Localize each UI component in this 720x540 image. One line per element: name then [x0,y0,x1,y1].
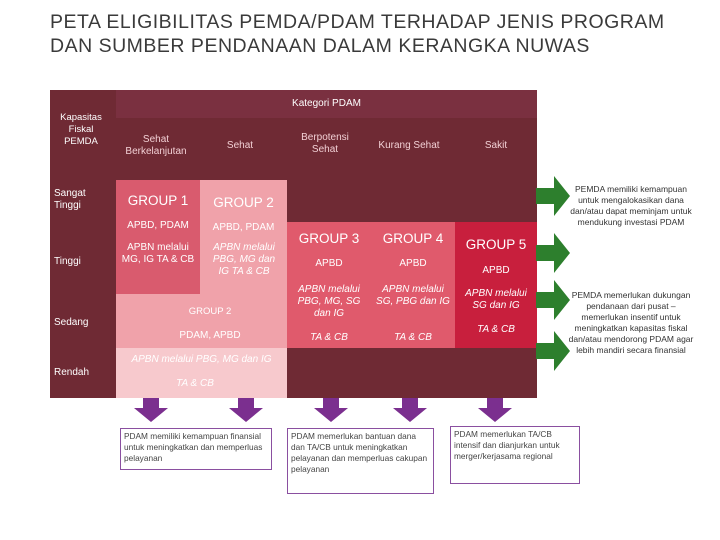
group-5-tacb: TA & CB [477,324,515,335]
arrow-down-icon [314,398,348,422]
group-2-label: GROUP 2 [213,195,274,210]
group-4-label: GROUP 4 [382,231,444,246]
arrow-down-icon [134,398,168,422]
group-2b-tacb: TA & CB [176,378,214,389]
note-box-right: PDAM memerlukan TA/CB intensif dan dianjurkan untuk merger/kerjasama regional [450,426,580,484]
kategori-header: Kategori PDAM [292,98,361,109]
group-2b-sub: PDAM, APBD [179,330,241,341]
down-arrows [130,398,530,424]
arrow-right-icon [536,331,570,371]
side-arrows [536,170,572,390]
note-box-left: PDAM memiliki kemampuan finansial untuk meningkatkan dan memperluas pelayanan [120,428,272,470]
col-kurang-sehat: Kurang Sehat [378,140,440,151]
arrow-down-icon [393,398,427,422]
group-3-label: GROUP 3 [298,231,360,246]
group-1-label: GROUP 1 [127,193,189,208]
group-1-detail: APBN melalui MG, IG TA & CB [121,242,195,265]
arrow-right-icon [536,176,570,216]
note-box-middle: PDAM memerlukan bantuan dana dan TA/CB untuk meningkatkan pelayanan dan memperluas cakupan pelayanan [287,428,434,494]
group-3-sub: APBD [315,258,343,269]
row-sangat-tinggi: Sangat Tinggi [54,188,86,211]
group-2b-label: GROUP 2 [188,306,232,317]
arrow-down-icon [478,398,512,422]
group-1-sub: APBD, PDAM [127,220,189,231]
group-4-tacb: TA & CB [394,332,432,343]
corner-header: Kapasitas Fiskal PEMDA [60,112,102,147]
row-tinggi: Tinggi [54,256,81,267]
row-rendah: Rendah [54,367,90,378]
arrow-right-icon [536,233,570,273]
side-note-top: PEMDA memiliki kemampuan untuk mengalokasikan dana dan/atau dapat meminjam untuk mendukung investasi PDAM [570,184,692,227]
row-sedang: Sedang [54,317,89,328]
col-sehat-berkelanjutan: Sehat Berkelanjutan [125,134,187,157]
arrow-down-icon [229,398,263,422]
arrow-right-icon [536,280,570,320]
group-2-detail: APBN melalui PBG, MG dan IG TA & CB [212,242,276,277]
group-3-tacb: TA & CB [310,332,348,343]
col-berpotensi-sehat: Berpotensi Sehat [301,132,349,155]
group-2-sub: APBD, PDAM [212,222,275,233]
group-5-label: GROUP 5 [465,237,527,252]
group-5-detail: APBN melalui SG dan IG [465,288,527,311]
group-4-sub: APBD [399,258,427,269]
col-sehat: Sehat [226,140,254,151]
group-4-detail: APBN melalui SG, PBG dan IG [376,284,450,307]
group-3-detail: APBN melalui PBG, MG, SG dan IG [297,284,361,319]
eligibility-matrix [50,90,537,398]
group-5-sub: APBD [482,265,510,276]
side-note-bottom: PEMDA memerlukan dukungan pendanaan dari pusat – memerlukan insentif untuk meningkatkan kapasitas fiskal dan/atau mendorong PDAM agar lebih mandiri secara finansial [568,290,694,355]
group-2b-detail: APBN melalui PBG, MG dan IG [131,354,272,365]
page-title: PETA ELIGIBILITAS PEMDA/PDAM TERHADAP JENIS PROGRAM DAN SUMBER PENDANAAN DALAM KERANGKA NUWAS [50,11,665,57]
col-sakit: Sakit [484,140,508,151]
